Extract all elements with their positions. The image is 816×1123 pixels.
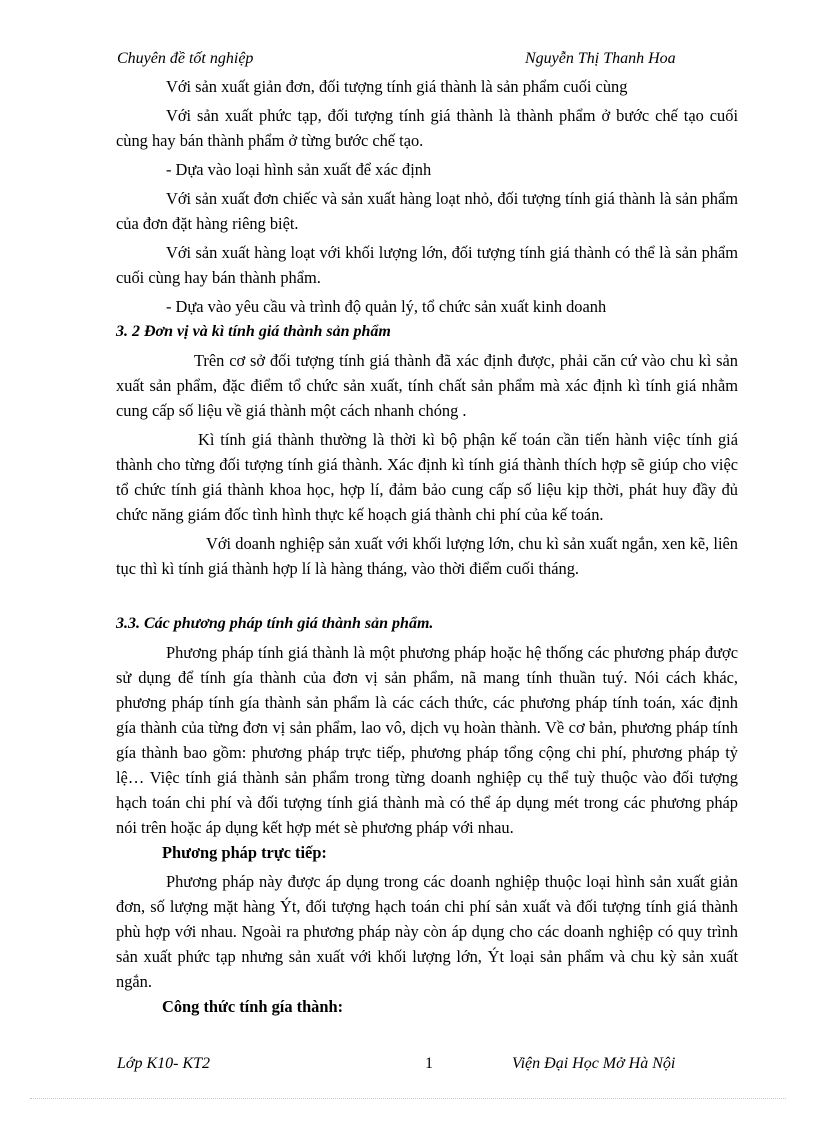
paragraph: Với sản xuất phức tạp, đối tượng tính giá thành là thành phẩm ở bước chế tạo cuối cùng hay bán thành phẩm ở từng bước chế tạo. [116,106,738,150]
footer-class-label: Lớp K10- KT2 [117,1055,211,1072]
page-footer [117,1055,717,1077]
subsection-heading: Công thức tính gía thành: [162,997,344,1016]
page-header [117,50,707,72]
subsection-heading: Phương pháp trực tiếp: [162,843,327,862]
document-body [116,74,738,1019]
header-course-title: Chuyên đề tốt nghiệp [117,50,254,67]
paragraph: Phương pháp tính giá thành là một phương pháp hoặc hệ thống các phương pháp được sử dụng để tính gía thành của đơn vị sản phẩm, nã mang tính thuần tuý. Nói cách khác, phương pháp tính gía thành sản phẩm là các cách thức, các phương pháp tính toán, xác định gía thành của từng đơn vị sản phẩm, lao vô, dịch vụ hoàn thành. Về cơ bản, phương pháp tính gía thành bao gồm: phương pháp trực tiếp, phương pháp tổng cộng chi phí, phương pháp tỷ lệ… Việc tính giá thành sản phẩm trong từng doanh nghiệp cụ thể tuỳ thuộc vào đối tượng hạch toán chi phí và đối tượng tính giá thành mà có thể áp dụng mét trong các phương pháp nói trên hoặc áp dụng kết hợp mét sè phương pháp với nhau. [116,643,738,837]
paragraph: Với doanh nghiệp sản xuất với khối lượng lớn, chu kì sản xuất ngắn, xen kẽ, liên tục thì kì tính giá thành hợp lí là hàng tháng, vào thời điểm cuối tháng. [116,534,738,578]
paragraph: Với sản xuất hàng loạt với khối lượng lớn, đối tượng tính giá thành có thể là sản phẩm cuối cùng hay bán thành phẩm. [116,243,738,287]
paragraph: Với sản xuất giản đơn, đối tượng tính giá thành là sản phẩm cuối cùng [166,77,628,96]
page-bottom-border [30,1098,786,1099]
bullet-item: - Dựa vào yêu cầu và trình độ quản lý, tổ chức sản xuất kinh doanh [166,297,607,316]
page-number: 1 [425,1055,433,1072]
section-heading: 3.3. Các phương pháp tính giá thành sản phẩm. [116,615,434,632]
paragraph: Phương pháp này được áp dụng trong các doanh nghiệp thuộc loại hình sản xuất giản đơn, số lượng mặt hàng Ýt, đối tượng hạch toán chi phí sản xuất và đối tượng tính giá thành phù hợp với nhau. Ngoài ra phương pháp này còn áp dụng cho các doanh nghiệp có quy trình sản xuất phức tạp nhưng sản xuất với khối lượng lớn, Ýt loại sản phẩm và chu kỳ sản xuất ngắn. [116,872,738,991]
paragraph: Kì tính giá thành thường là thời kì bộ phận kế toán cần tiến hành việc tính giá thành cho từng đối tượng tính giá thành. Xác định kì tính giá thành thích hợp sẽ giúp cho việc tổ chức tính giá thành khoa học, hợp lí, đảm bảo cung cấp số liệu kịp thời, phát huy đầy đủ chức năng giám đốc tình hình thực kế hoạch giá thành chi phí của kế toán. [116,430,738,524]
paragraph: Với sản xuất đơn chiếc và sản xuất hàng loạt nhỏ, đối tượng tính giá thành là sản phẩm của đơn đặt hàng riêng biệt. [116,189,738,233]
paragraph: Trên cơ sở đối tượng tính giá thành đã xác định được, phải căn cứ vào chu kì sản xuất sản phẩm, đặc điểm tổ chức sản xuất, tính chất sản phẩm mà xác định kì tính giá nhằm cung cấp số liệu về giá thành một cách nhanh chóng . [116,351,738,420]
bullet-item: - Dựa vào loại hình sản xuất để xác định [166,160,432,179]
footer-institution: Viện Đại Học Mở Hà Nội [512,1055,676,1072]
section-heading: 3. 2 Đơn vị và kì tính giá thành sản phẩm [116,323,391,340]
header-author-name: Nguyễn Thị Thanh Hoa [525,50,676,67]
